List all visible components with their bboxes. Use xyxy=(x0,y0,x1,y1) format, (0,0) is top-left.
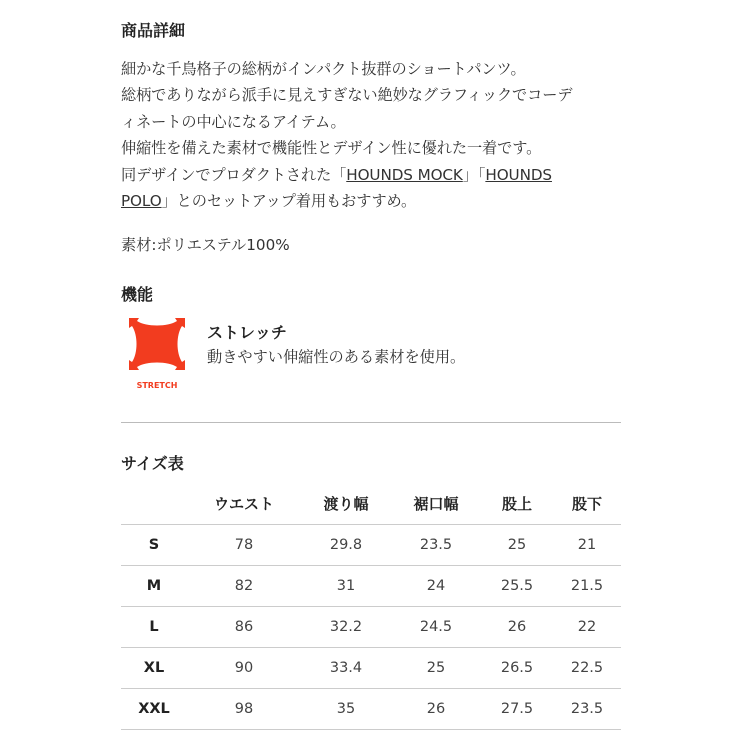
header-waist: ウエスト xyxy=(213,494,274,513)
product-description xyxy=(121,56,572,214)
table-cell: 78 xyxy=(187,525,301,566)
product-detail-title: 商品詳細 xyxy=(121,21,186,40)
table-cell: 25 xyxy=(481,525,553,566)
table-cell: 23.5 xyxy=(391,525,481,566)
table-cell: 35 xyxy=(301,689,391,730)
table-cell: 31 xyxy=(301,566,391,607)
table-row xyxy=(121,689,621,730)
table-cell: 25 xyxy=(391,648,481,689)
description-line: ィネートの中心になるアイテム。 xyxy=(121,112,346,131)
table-cell: 22 xyxy=(553,607,621,648)
header-rise: 股上 xyxy=(501,494,532,513)
hounds-polo-link-cont[interactable]: POLO xyxy=(121,191,162,210)
material-text: 素材:ポリエステル100% xyxy=(121,236,290,254)
size-table-header-row xyxy=(121,482,621,525)
stretch-icon-label: STRETCH xyxy=(136,381,178,390)
setup-line-2 xyxy=(121,188,572,214)
table-cell: 22.5 xyxy=(553,648,621,689)
stretch-icon xyxy=(126,315,188,393)
setup-middle: 」「 xyxy=(462,165,486,184)
section-divider xyxy=(121,422,621,423)
table-cell: 21.5 xyxy=(553,566,621,607)
setup-line xyxy=(121,162,572,188)
size-table-title: サイズ表 xyxy=(121,454,184,473)
table-row xyxy=(121,566,621,607)
setup-prefix: 同デザインでプロダクトされた「 xyxy=(121,165,347,184)
table-row xyxy=(121,648,621,689)
header-cell-empty xyxy=(121,482,187,525)
size-table xyxy=(121,482,621,730)
size-label: L xyxy=(121,607,187,648)
table-cell: 82 xyxy=(187,566,301,607)
header-thigh-width: 渡り幅 xyxy=(323,494,369,513)
table-cell: 98 xyxy=(187,689,301,730)
feature-name: ストレッチ xyxy=(207,323,287,342)
size-label: S xyxy=(121,525,187,566)
description-line: 総柄でありながら派手に見えすぎない絶妙なグラフィックでコーデ xyxy=(121,86,573,105)
table-cell: 24 xyxy=(391,566,481,607)
table-row xyxy=(121,525,621,566)
description-line: 伸縮性を備えた素材で機能性とデザイン性に優れた一着です。 xyxy=(121,139,542,158)
description-line: 細かな千鳥格子の総柄がインパクト抜群のショートパンツ。 xyxy=(121,60,526,78)
size-label: XXL xyxy=(121,689,187,730)
table-cell: 25.5 xyxy=(481,566,553,607)
table-cell: 21 xyxy=(553,525,621,566)
stretch-arrows-shape xyxy=(129,318,185,370)
feature-description: 動きやすい伸縮性のある素材を使用。 xyxy=(207,348,466,366)
table-cell: 23.5 xyxy=(553,689,621,730)
table-cell: 33.4 xyxy=(301,648,391,689)
table-cell: 26 xyxy=(391,689,481,730)
size-label: XL xyxy=(121,648,187,689)
table-cell: 32.2 xyxy=(301,607,391,648)
table-cell: 24.5 xyxy=(391,607,481,648)
table-cell: 86 xyxy=(187,607,301,648)
function-title: 機能 xyxy=(121,285,154,304)
table-cell: 26.5 xyxy=(481,648,553,689)
table-cell: 29.8 xyxy=(301,525,391,566)
table-row xyxy=(121,607,621,648)
table-cell: 90 xyxy=(187,648,301,689)
hounds-polo-link[interactable]: HOUNDS xyxy=(485,165,552,184)
header-hem-width: 裾口幅 xyxy=(413,494,459,513)
size-label: M xyxy=(121,566,187,607)
table-cell: 27.5 xyxy=(481,689,553,730)
setup-suffix: 」とのセットアップ着用もおすすめ。 xyxy=(161,191,417,210)
hounds-mock-link[interactable]: HOUNDS MOCK xyxy=(346,165,463,184)
header-inseam: 股下 xyxy=(571,494,602,513)
table-cell: 26 xyxy=(481,607,553,648)
